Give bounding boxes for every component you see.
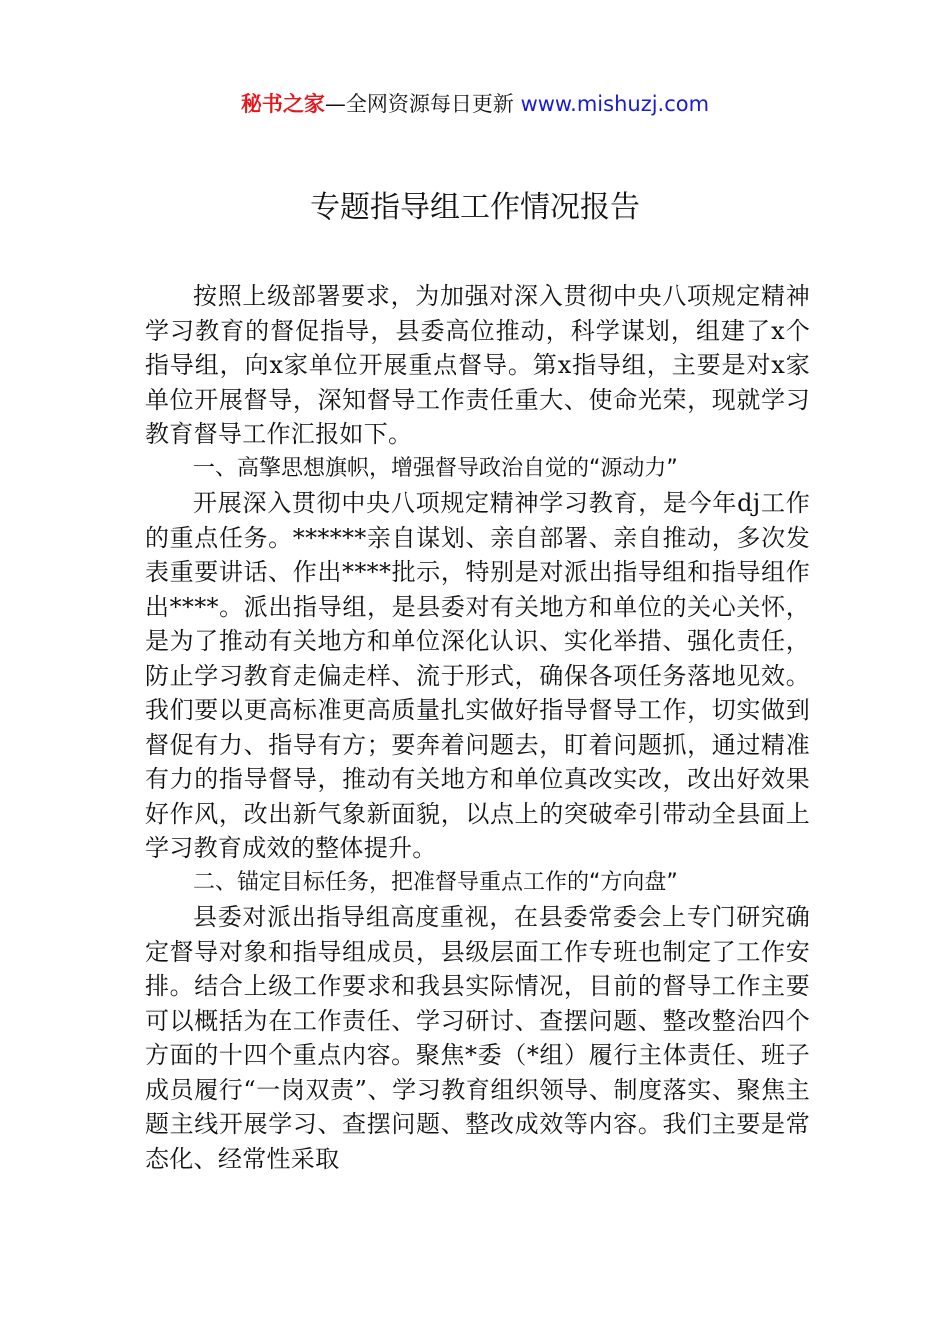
paragraph-intro: 按照上级部署要求，为加强对深入贯彻中央八项规定精神学习教育的督促指导，县委高位推动，科学谋划，组建了x个指导组，向x家单位开展重点督导。第x指导组，主要是对x家单位开展督导，深知督导工作责任重大、使命光荣，现就学习教育督导工作汇报如下。	[145, 282, 810, 448]
paragraph-section-2: 县委对派出指导组高度重视，在县委常委会上专门研究确定督导对象和指导组成员，县级层面工作专班也制定了工作安排。结合上级工作要求和我县实际情况，目前的督导工作主要可以概括为在工作责任、学习研讨、查摆问题、整改整治四个方面的十四个重点内容。聚焦*委（*组）履行主体责任、班子成员履行“一岗双责”、学习教育组织领导、制度落实、聚焦主题主线开展学习、查摆问题、整改成效等内容。我们主要是常态化、经常性采取	[145, 903, 810, 1173]
site-url-link[interactable]: www.mishuzj.com	[520, 92, 710, 116]
document-title: 专题指导组工作情况报告	[310, 190, 640, 225]
section-heading-2: 二、锚定目标任务，把准督导重点工作的“方向盘”	[193, 869, 678, 895]
paragraph-section-1: 开展深入贯彻中央八项规定精神学习教育，是今年dj工作的重点任务。******亲自谋划、亲自部署、亲自推动，多次发表重要讲话、作出****批示，特别是对派出指导组和指导组作出****。派出指导组，是县委对有关地方和单位的关心关怀，是为了推动有关地方和单位深化认识、实化举措、强化责任，防止学习教育走偏走样、流于形式，确保各项任务落地见效。我们要以更高标准更高质量扎实做好指导督导工作，切实做到督促有力、指导有方；要奔着问题去，盯着问题抓，通过精准有力的指导督导，推动有关地方和单位真改实改，改出好效果好作风，改出新气象新面貌，以点上的突破牵引带动全县面上学习教育成效的整体提升。	[145, 489, 810, 862]
site-tagline: —全网资源每日更新	[324, 92, 521, 116]
section-heading-1: 一、高擎思想旗帜，增强督导政治自觉的“源动力”	[193, 455, 678, 481]
site-header	[0, 88, 950, 120]
site-brand: 秘书之家	[240, 92, 325, 116]
document-body	[145, 279, 810, 1176]
